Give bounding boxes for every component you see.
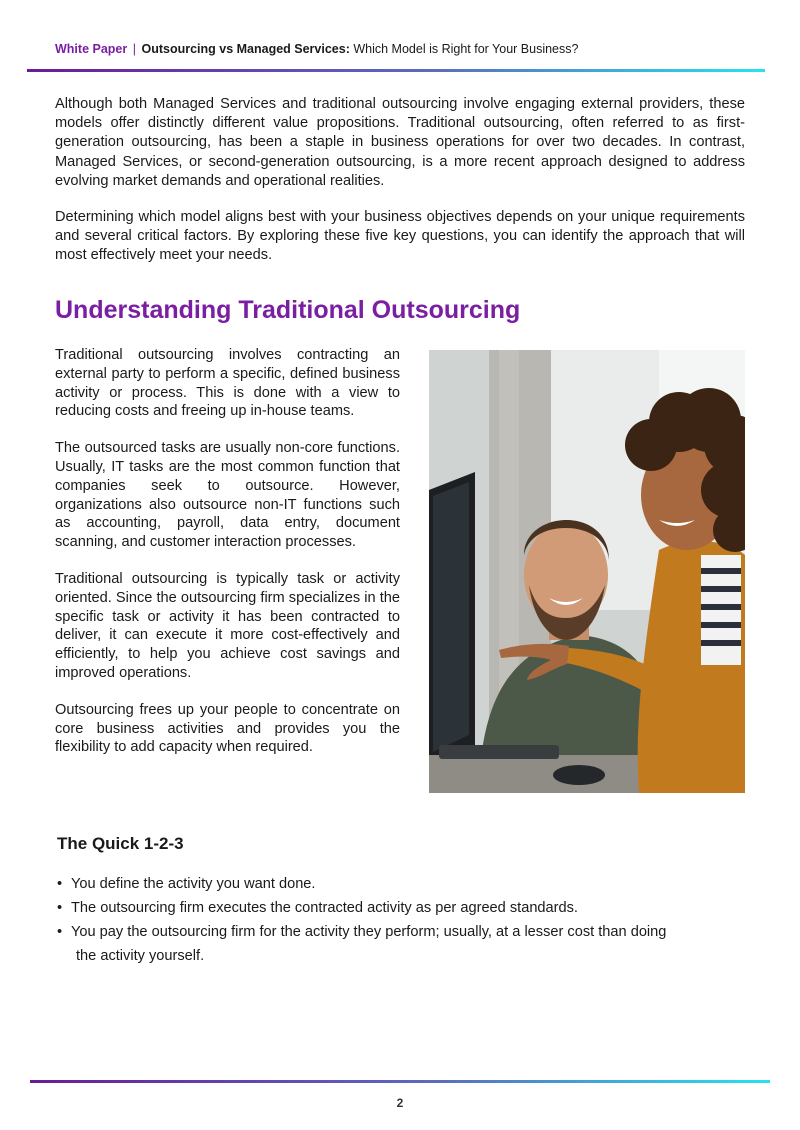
office-photo-illustration (429, 350, 745, 793)
section-paragraph-1: Traditional outsourcing involves contracting an external party to perform a specific, defined business activity or process. This is done with a view to reducing costs and freeing up in-house teams. (55, 347, 400, 420)
list-item (57, 896, 737, 920)
list-item-text: The outsourcing firm executes the contracted activity as per agreed standards. (71, 900, 578, 916)
office-photo (429, 350, 745, 793)
section-body (55, 346, 400, 775)
page-number: 2 (396, 1096, 404, 1110)
list-item-continuation: the activity yourself. (76, 948, 205, 964)
intro-paragraph-2: Determining which model aligns best with your business objectives depends on your unique requirements and several critical factors. By exploring these five key questions, you can identify the approach that will most effectively meet your needs. (55, 209, 745, 264)
section-paragraph-4: Outsourcing frees up your people to concentrate on core business activities and provides you the flexibility to add capacity when required. (55, 701, 400, 756)
list-item-text: You define the activity you want done. (71, 876, 316, 892)
intro-paragraph-1: Although both Managed Services and traditional outsourcing involve engaging external providers, these models offer distinctly different value propositions. Traditional outsourcing, often referred to as first-generation outsourcing, has been a staple in business operations for over two decades. In contrast, Managed Services, or second-generation outsourcing, is a more recent approach designed to address evolving market demands and operational realities. (55, 96, 745, 189)
section-title: Understanding Traditional Outsourcing (55, 296, 521, 324)
header-title-bold: Outsourcing vs Managed Services: (141, 42, 350, 56)
quick-list (57, 872, 737, 968)
page-header (55, 42, 760, 56)
list-item (57, 872, 737, 896)
bullet-point: • (57, 876, 63, 892)
list-item-text: You pay the outsourcing firm for the activity they perform; usually, at a lesser cost than doing (71, 924, 667, 940)
intro-section (55, 95, 745, 283)
quick-title: The Quick 1-2-3 (57, 834, 184, 853)
footer-divider (30, 1080, 770, 1083)
section-paragraph-2: The outsourced tasks are usually non-core functions. Usually, IT tasks are the most common function that companies seek to outsource. However, organizations also outsource non-IT functions such as accounting, payroll, data entry, document scanning, and customer interaction processes. (55, 440, 400, 551)
list-item (57, 920, 737, 968)
section-paragraph-3: Traditional outsourcing is typically task or activity oriented. Since the outsourcing firm specializes in the specific task or activity it has been contracted to deliver, it can execute it more cost-effectively and efficiently, to help you achieve cost savings and improved operations. (55, 570, 400, 681)
header-title-rest: Which Model is Right for Your Business? (349, 42, 579, 56)
bullet-point: • (57, 900, 63, 916)
header-separator: | (132, 42, 136, 56)
header-label: White Paper (55, 42, 128, 56)
header-divider (27, 69, 765, 72)
bullet-point: • (57, 924, 63, 940)
